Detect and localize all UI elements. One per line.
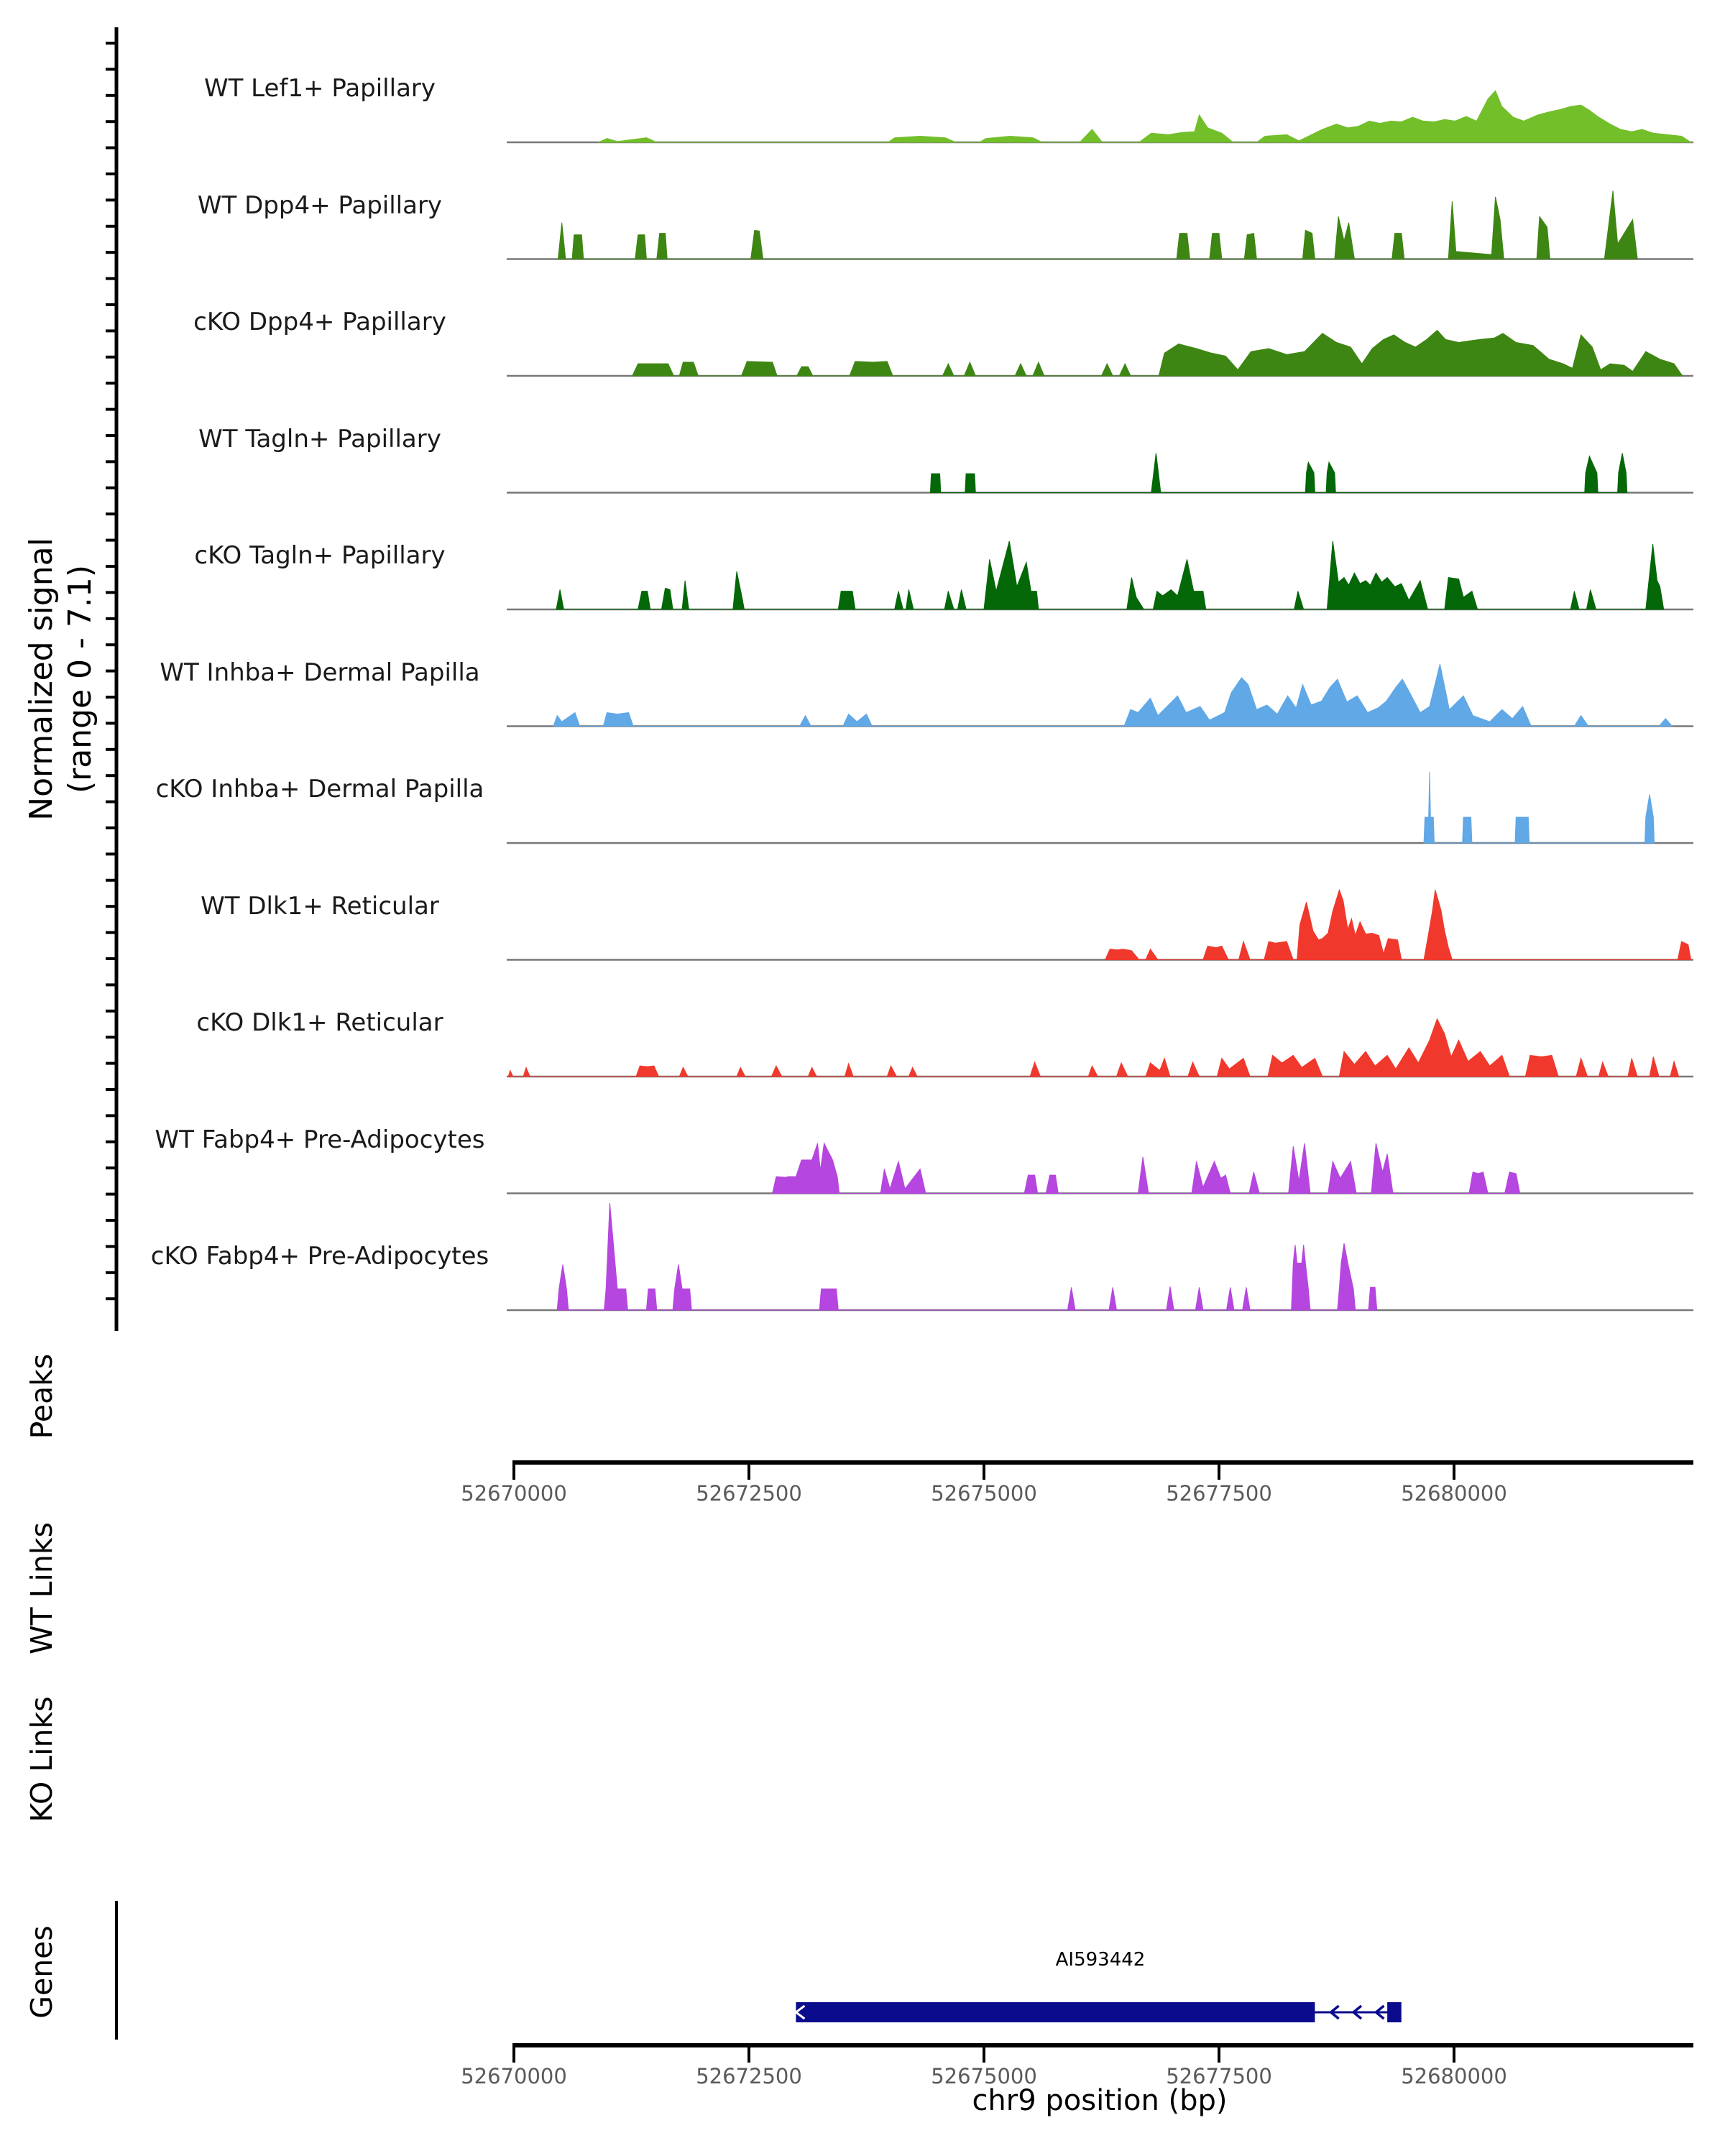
track-signal-area — [556, 541, 1664, 609]
track-label: WT Lef1+ Papillary — [203, 74, 436, 103]
track-signal-area — [930, 453, 1627, 493]
track-label: WT Tagln+ Papillary — [198, 424, 441, 453]
ko-links-row-label: KO Links — [24, 1696, 59, 1823]
x-axis-title: chr9 position (bp) — [972, 2084, 1228, 2117]
track-signal-area — [508, 1019, 1678, 1077]
track-label: cKO Fabp4+ Pre-Adipocytes — [150, 1242, 489, 1271]
track-label: cKO Inhba+ Dermal Papilla — [155, 775, 484, 803]
track-label: WT Fabp4+ Pre-Adipocytes — [155, 1125, 485, 1154]
ruler-tick-label: 52680000 — [1401, 1481, 1507, 1506]
ruler-tick-label: 52672500 — [696, 1481, 802, 1506]
track-signal-area — [1105, 890, 1691, 959]
ruler-tick-label: 52670000 — [461, 2064, 567, 2088]
ruler-tick-label: 52680000 — [1401, 2064, 1507, 2088]
track-label: WT Inhba+ Dermal Papilla — [160, 658, 480, 687]
track-label: cKO Dlk1+ Reticular — [196, 1008, 443, 1037]
ruler-tick-label: 52675000 — [931, 1481, 1037, 1506]
track-signal-area — [599, 91, 1691, 142]
track-label: WT Dlk1+ Reticular — [201, 891, 439, 921]
wt-links-row-label: WT Links — [24, 1522, 59, 1654]
track-signal-area — [773, 1143, 1520, 1194]
track-signal-area — [1424, 772, 1655, 843]
ruler-tick-label: 52677500 — [1166, 1481, 1272, 1506]
ruler-tick-label: 52672500 — [696, 2064, 802, 2088]
ruler-tick-label: 52670000 — [461, 1481, 567, 1506]
track-signal-area — [558, 190, 1638, 259]
track-label: WT Dpp4+ Papillary — [197, 190, 443, 220]
track-label: cKO Dpp4+ Papillary — [193, 308, 446, 336]
track-signal-area — [553, 664, 1673, 727]
peaks-row-label: Peaks — [24, 1353, 59, 1439]
gene-end-exon — [1387, 2002, 1402, 2022]
gene-name-label: AI593442 — [1055, 1949, 1146, 1971]
y-axis-label-line1: Normalized signal — [23, 538, 60, 821]
track-signal-area — [557, 1203, 1377, 1310]
track-signal-area — [632, 331, 1683, 376]
gene-exon-body — [796, 2002, 1315, 2022]
genes-row-label: Genes — [24, 1925, 59, 2019]
ruler-tick-label: 52677500 — [1166, 2064, 1272, 2088]
y-axis-label-line2: (range 0 - 7.1) — [62, 564, 98, 794]
ruler-tick-label: 52675000 — [931, 2064, 1037, 2088]
track-label: cKO Tagln+ Papillary — [194, 541, 446, 570]
